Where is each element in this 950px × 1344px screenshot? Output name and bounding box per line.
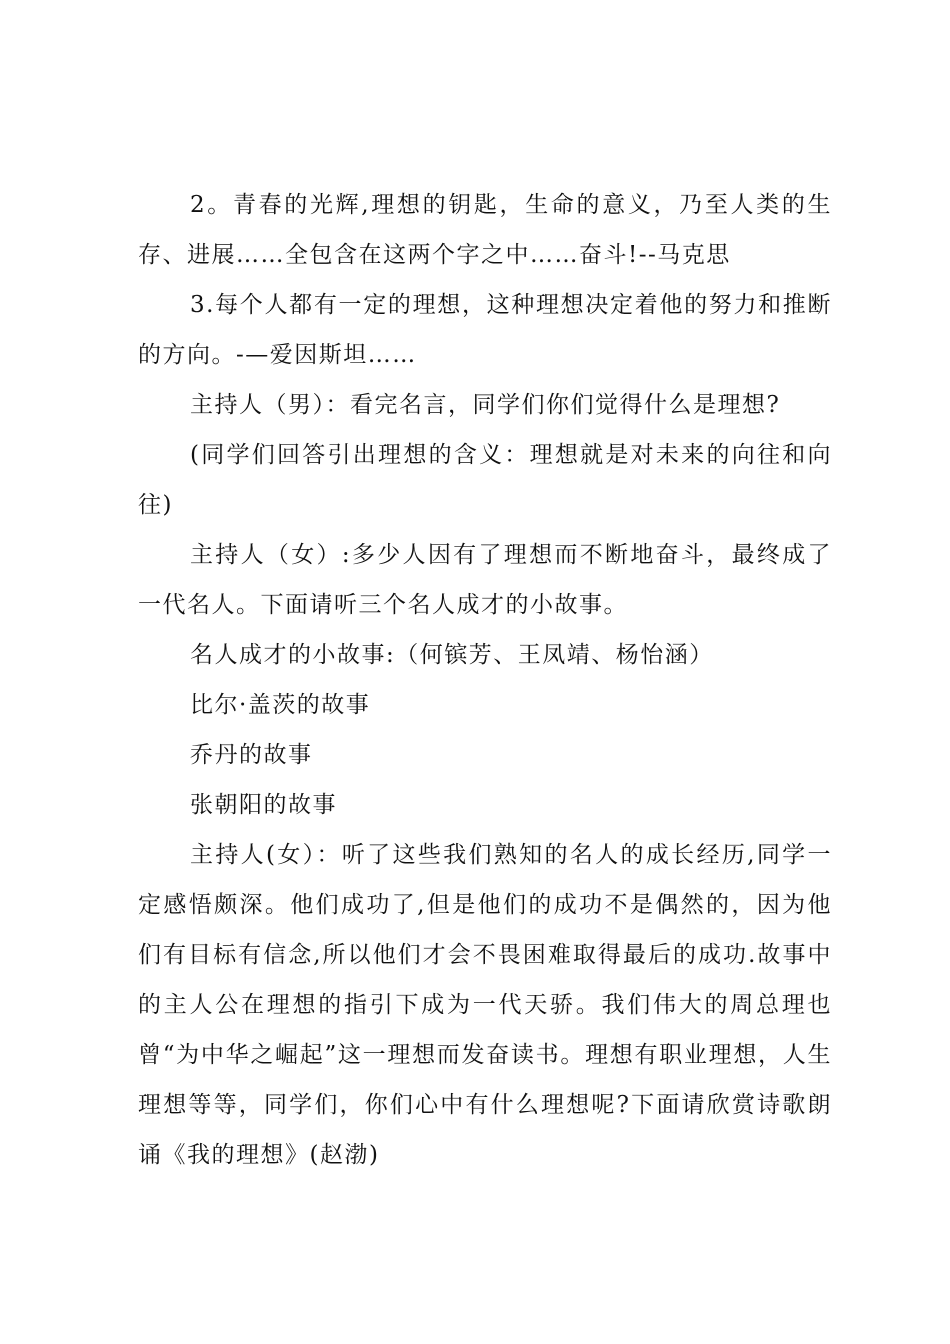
stories-heading: 名人成才的小故事:（何镔芳、王凤靖、杨怡涵）: [190, 642, 714, 668]
story-jordan: 乔丹的故事: [190, 742, 313, 768]
students-answer-note: (同学们回答引出理想的含义：理想就是对未来的向往和向往): [138, 442, 832, 518]
host-female-summary: 主持人(女）：听了这些我们熟知的名人的成长经历,同学一定感悟颇深。他们成功了,但是他们的成功不是偶然的，因为他们有目标有信念,所以他们才会不畏困难取得最后的成功.故事中的主人公在理想的指引下成为一代天骄。我们伟大的周总理也曾“为中华之崛起”这一理想而发奋读书。理想有职业理想，人生理想等等，同学们，你们心中有什么理想呢?下面请欣赏诗歌朗诵《我的理想》(赵渤): [138, 842, 832, 1168]
host-female-intro: 主持人（女）:多少人因有了理想而不断地奋斗，最终成了一代名人。下面请听三个名人成才的小故事。: [138, 542, 832, 618]
host-male-question: 主持人（男）：看完名言，同学们你们觉得什么是理想?: [190, 392, 781, 418]
story-zhang-chaoyang: 张朝阳的故事: [190, 792, 337, 818]
quote-einstein: 3.每个人都有一定的理想，这种理想决定着他的努力和推断的方向。-—爱因斯坦……: [138, 292, 832, 368]
document-body: [138, 180, 832, 1180]
quote-marx: 2。青春的光辉,理想的钥匙，生命的意义，乃至人类的生存、进展……全包含在这两个字之中……奋斗!--马克思: [138, 192, 832, 268]
story-bill-gates: 比尔·盖茨的故事: [190, 692, 371, 718]
